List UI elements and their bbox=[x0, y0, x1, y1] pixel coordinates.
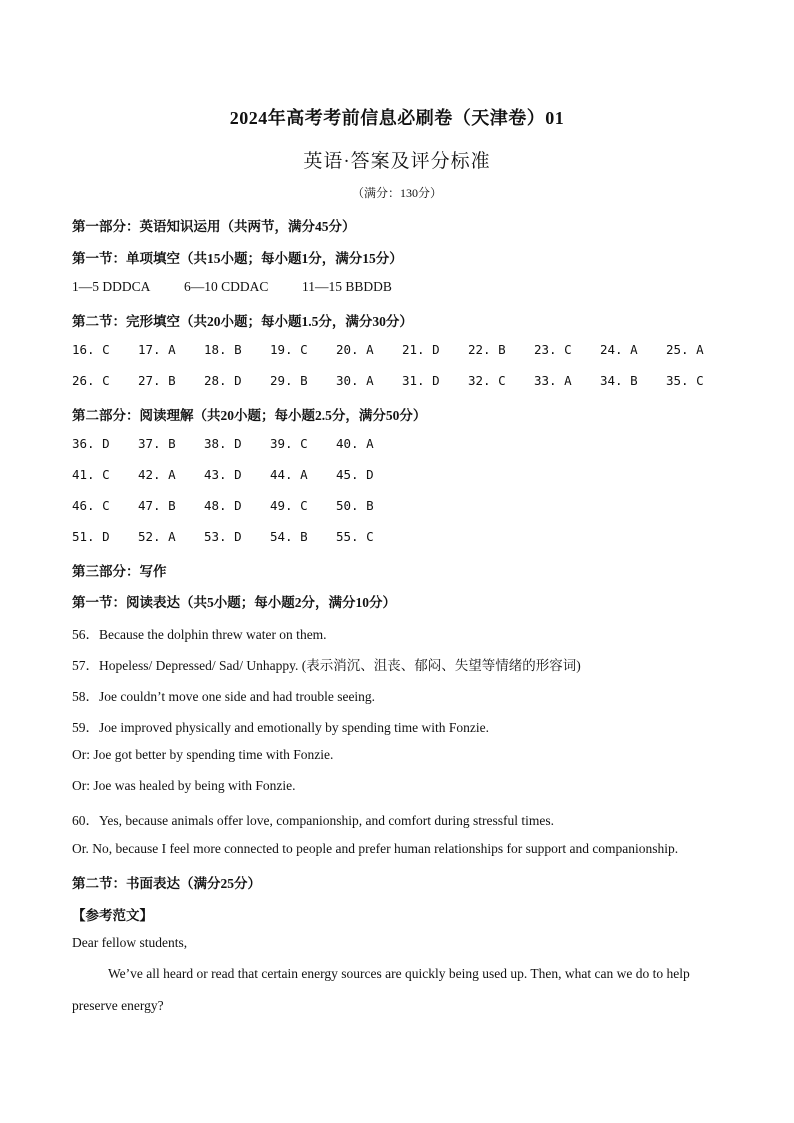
answer-item: 26. C bbox=[72, 373, 110, 388]
part3-heading: 第三部分：写作 bbox=[72, 564, 167, 579]
answer-item: 35. C bbox=[666, 373, 704, 388]
answer-item: 43. D bbox=[204, 467, 242, 482]
reading-row-4 bbox=[72, 529, 732, 544]
answer-60-alternative: Or. No, because I feel more connected to people and prefer human relationships for support and companionship. bbox=[72, 841, 679, 856]
answer-item: 51. D bbox=[72, 529, 110, 544]
answer-item: 31. D bbox=[402, 373, 440, 388]
answer-item: 55. C bbox=[336, 529, 374, 544]
essay-paragraph-line-2: preserve energy? bbox=[72, 998, 164, 1013]
reading-row-3 bbox=[72, 498, 732, 513]
answer-item: 41. C bbox=[72, 467, 110, 482]
part2-heading: 第二部分：阅读理解（共20小题；每小题2.5分，满分50分） bbox=[72, 408, 427, 423]
essay-paragraph-line-1: We’ve all heard or read that certain energy sources are quickly being used up. Then, what can we do to help bbox=[108, 966, 690, 981]
answer-item: 46. C bbox=[72, 498, 110, 513]
answer-58: 58．Joe couldn’t move one side and had trouble seeing. bbox=[72, 689, 376, 704]
part1-heading: 第一部分：英语知识运用（共两节，满分45分） bbox=[72, 219, 356, 234]
section1-answers bbox=[72, 279, 392, 295]
answer-60: 60．Yes, because animals offer love, companionship, and comfort during stressful times. bbox=[72, 813, 555, 828]
reference-essay-heading: 【参考范文】 bbox=[72, 908, 153, 923]
answer-item: 22. B bbox=[468, 342, 506, 357]
answer-item: 32. C bbox=[468, 373, 506, 388]
answer-item: 45. D bbox=[336, 467, 374, 482]
answer-item: 47. B bbox=[138, 498, 176, 513]
part3-section2-heading: 第二节：书面表达（满分25分） bbox=[72, 876, 261, 891]
answer-56: 56．Because the dolphin threw water on them. bbox=[72, 627, 327, 642]
answer-item: 27. B bbox=[138, 373, 176, 388]
answer-item: 37. B bbox=[138, 436, 176, 451]
answer-item: 18. B bbox=[204, 342, 242, 357]
answer-item: 20. A bbox=[336, 342, 374, 357]
part3-section1-heading: 第一节：阅读表达（共5小题；每小题2分，满分10分） bbox=[72, 595, 396, 610]
answer-item: 50. B bbox=[336, 498, 374, 513]
answer-59-alternative-2: Or: Joe was healed by being with Fonzie. bbox=[72, 778, 296, 793]
answer-group-11-15: 11—15 BBDDB bbox=[302, 279, 392, 294]
answer-item: 39. C bbox=[270, 436, 308, 451]
answer-item: 21. D bbox=[402, 342, 440, 357]
answer-59: 59．Joe improved physically and emotionally by spending time with Fonzie. bbox=[72, 720, 489, 735]
answer-item: 42. A bbox=[138, 467, 176, 482]
essay-salutation: Dear fellow students, bbox=[72, 935, 188, 950]
answer-57: 57．Hopeless/ Depressed/ Sad/ Unhappy. (表示消沉、沮丧、郁闷、失望等情绪的形容词) bbox=[72, 658, 581, 673]
answer-group-6-10: 6—10 CDDAC bbox=[184, 279, 269, 294]
section1-heading: 第一节：单项填空（共15小题；每小题1分，满分15分） bbox=[72, 251, 403, 266]
cloze-row-2 bbox=[72, 373, 732, 388]
answer-item: 48. D bbox=[204, 498, 242, 513]
answer-item: 30. A bbox=[336, 373, 374, 388]
score-note: （满分：130分） bbox=[351, 186, 442, 200]
answer-item: 49. C bbox=[270, 498, 308, 513]
answer-item: 53. D bbox=[204, 529, 242, 544]
reading-row-2 bbox=[72, 467, 732, 482]
answer-59-alternative-1: Or: Joe got better by spending time with Fonzie. bbox=[72, 747, 334, 762]
answer-item: 24. A bbox=[600, 342, 638, 357]
answer-item: 54. B bbox=[270, 529, 308, 544]
answer-item: 36. D bbox=[72, 436, 110, 451]
answer-item: 17. A bbox=[138, 342, 176, 357]
page-title: 2024年高考考前信息必刷卷（天津卷）01 bbox=[229, 108, 565, 128]
answer-item: 16. C bbox=[72, 342, 110, 357]
answer-item: 38. D bbox=[204, 436, 242, 451]
answer-group-1-5: 1—5 DDDCA bbox=[72, 279, 151, 294]
answer-item: 23. C bbox=[534, 342, 572, 357]
answer-item: 33. A bbox=[534, 373, 572, 388]
answer-item: 29. B bbox=[270, 373, 308, 388]
answer-item: 40. A bbox=[336, 436, 374, 451]
answer-item: 52. A bbox=[138, 529, 176, 544]
page-subtitle: 英语·答案及评分标准 bbox=[303, 151, 491, 172]
cloze-row-1 bbox=[72, 342, 732, 357]
answer-item: 25. A bbox=[666, 342, 704, 357]
answer-item: 44. A bbox=[270, 467, 308, 482]
reading-row-1 bbox=[72, 436, 732, 451]
answer-item: 19. C bbox=[270, 342, 308, 357]
section2-heading: 第二节：完形填空（共20小题；每小题1.5分，满分30分） bbox=[72, 314, 413, 329]
answer-item: 28. D bbox=[204, 373, 242, 388]
answer-item: 34. B bbox=[600, 373, 638, 388]
